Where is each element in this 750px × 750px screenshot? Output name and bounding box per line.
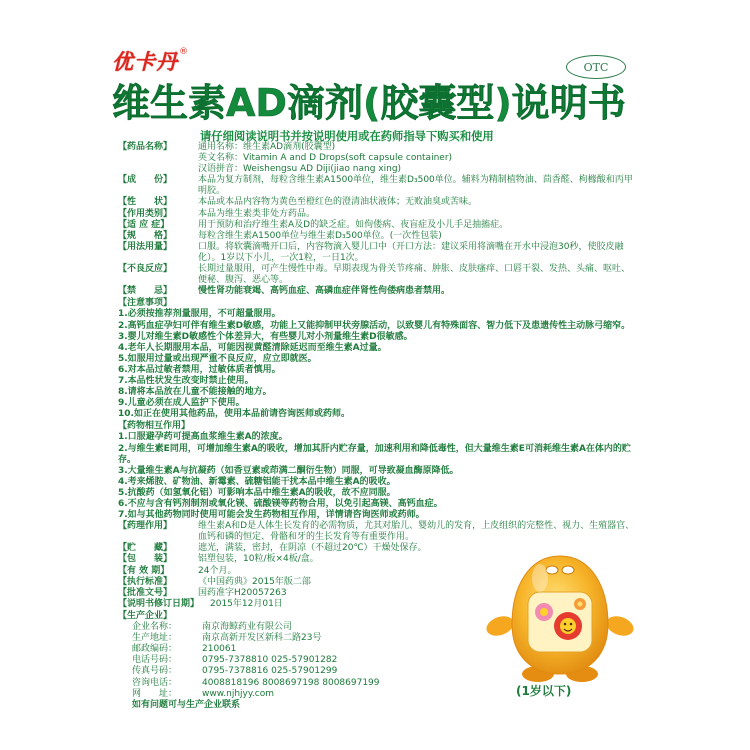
section-label: 【执行标准】	[118, 576, 173, 587]
section-text: 每粒含维生素A1500单位与维生素D₃500单位。(一次性包装)	[198, 230, 442, 241]
section-adverse	[118, 264, 636, 286]
section-text: 遮光，满装，密封，在阴凉（不超过20℃）干燥处保存。	[198, 543, 427, 554]
website: www.njhjyy.com	[202, 688, 274, 699]
section-text: 长期过量服用，可产生慢性中毒。早期表现为骨关节疼痛、肿胀、皮肤瘙痒、口唇干裂、发热、头痛、呕吐、便秘、腹泻、恶心等。	[198, 264, 631, 286]
hotline-number: 4008818196 8008697198 8008697199	[202, 677, 380, 688]
field-key: 传真号码：	[132, 666, 178, 677]
brand-logo-text: 优卡丹	[112, 50, 178, 74]
list-item: 4.考来烯胺、矿物油、新霉素、硫糖铝能干扰本品中维生素A的吸收。	[118, 476, 396, 487]
section-label: 【禁 忌】	[118, 286, 173, 297]
interactions-list	[118, 432, 636, 521]
section-text: 24个月。	[198, 565, 237, 576]
list-item: 7.本品性状发生改变时禁止使用。	[118, 375, 254, 386]
section-content	[198, 142, 636, 175]
registered-mark: ®	[179, 47, 188, 57]
document-title: 维生素AD滴剂(胶囊型)说明书	[112, 81, 626, 125]
list-item: 5.如服用过量或出现严重不良反应，应立即就医。	[118, 353, 317, 364]
section-text: 铝塑包装，10粒/板×4板/盒。	[198, 554, 319, 565]
section-drug-name	[118, 142, 636, 175]
field-key: 电话号码：	[132, 655, 178, 666]
section-label: 【性 状】	[118, 197, 173, 208]
section-label: 【规 格】	[118, 230, 173, 241]
section-text: 《中国药典》2015年版二部	[198, 576, 311, 587]
section-text: 用于预防和治疗维生素A及D的缺乏症。如佝偻病、夜盲症及小儿手足抽搐症。	[198, 219, 509, 230]
list-item: 6.对本品过敏者禁用，过敏体质者慎用。	[118, 364, 281, 375]
list-item: 5.抗酸药（如氢氧化铝）可影响本品中维生素A的吸收，故不应同服。	[118, 487, 396, 498]
precautions-list	[118, 309, 636, 420]
section-label: 【注意事项】	[118, 298, 173, 309]
section-label: 【批准文号】	[118, 587, 173, 598]
usage-notice: 请仔细阅读说明书并按说明使用或在药师指导下购买和使用	[200, 130, 494, 143]
section-label: 【成 份】	[118, 175, 173, 186]
section-label: 【药品名称】	[118, 142, 173, 152]
section-label: 【作用类别】	[118, 208, 173, 219]
section-character	[118, 197, 636, 208]
list-item: 4.老年人长期服用本品，可能因视黄醛清除延迟而至维生素A过量。	[118, 342, 387, 353]
section-pharmacology	[118, 521, 636, 543]
section-composition	[118, 175, 636, 197]
list-item: 1.必须按推荐剂量服用，不可超量服用。	[118, 309, 281, 320]
section-indication	[118, 220, 636, 231]
contact-footer: 如有问题可与生产企业联系	[132, 699, 241, 710]
field-key: 生产地址：	[132, 633, 178, 644]
field-key: 汉语拼音：	[198, 164, 244, 175]
section-text: 2015年12月01日	[210, 598, 283, 609]
section-contraindication	[118, 286, 636, 297]
company-name: 南京海鲸药业有限公司	[202, 622, 293, 633]
list-item: 3.婴儿对维生素D敏感性个体差异大，有些婴儿对小剂量维生素D很敏感。	[118, 331, 413, 342]
list-item: 2.与维生素E同用，可增加维生素A的吸收，增加其肝内贮存量，加速利用和降低毒性，但大量维生素E可消耗维生素A在体内的贮存。	[118, 443, 631, 465]
section-text: 维生素A和D是人体生长发育的必需物质，尤其对胎儿、婴幼儿的发育，上皮组织的完整性、视力、生殖器官、血钙和磷的恒定、骨骼和牙的生长发育等有重要作用。	[198, 521, 635, 543]
section-label: 【不良反应】	[118, 264, 173, 275]
section-label: 【贮 藏】	[118, 543, 173, 554]
section-spec	[118, 231, 636, 242]
list-item: 10.如正在使用其他药品，使用本品前请咨询医师或药师。	[118, 409, 350, 420]
section-label: 【药理作用】	[118, 521, 173, 532]
field-value: Vitamin A and D Drops(soft capsule container)	[243, 153, 453, 164]
field-key: 企业名称：	[132, 622, 178, 633]
phone-number: 0795-7378810 025-57901282	[202, 655, 338, 666]
field-key: 通用名称：	[198, 142, 244, 152]
field-key: 网 址：	[132, 688, 178, 699]
age-label: (1岁以下)	[516, 684, 572, 698]
list-item: 9.儿童必须在成人监护下使用。	[118, 398, 245, 409]
field-key: 邮政编码：	[132, 644, 178, 655]
list-item: 8.请将本品放在儿童不能接触的地方。	[118, 387, 272, 398]
company-address: 南京高新开发区新科二路23号	[202, 633, 322, 644]
section-label: 【说明书修订日期】	[118, 598, 200, 609]
section-text: 国药准字H20057263	[198, 587, 287, 598]
list-item: 3.大量维生素A与抗凝药（如香豆素或茚满二酮衍生物）同服，可导致凝血酶原降低。	[118, 465, 459, 476]
section-category	[118, 209, 636, 220]
otc-badge: OTC	[566, 55, 626, 79]
field-key: 英文名称：	[198, 153, 244, 164]
section-label: 【药物相互作用】	[118, 421, 191, 432]
field-value: 维生素AD滴剂(胶囊型)	[243, 142, 336, 152]
section-text: 口服。将软囊滴嘴开口后，内容物滴入婴儿口中（开口方法：建议采用将滴嘴在开水中浸泡30秒，使胶皮融化）。1岁以下小儿，一次1粒，一日1次。	[198, 241, 624, 263]
section-label: 【用法用量】	[118, 241, 173, 252]
section-label: 【有 效 期】	[118, 565, 170, 576]
list-item: 2.高钙血症孕妇可伴有维生素D敏感，功能上又能抑制甲状旁腺活动，以致婴儿有特殊面容、智力低下及患遗传性主动脉弓缩窄。	[118, 320, 631, 331]
section-text: 本品或本品内容物为黄色至橙红色的澄清油状液体；无败油臭或苦味。	[198, 197, 478, 208]
field-value: Weishengsu AD Diji(jiao nang xing)	[243, 164, 402, 175]
list-item: 1.口服避孕药可提高血浆维生素A的浓度。	[118, 432, 288, 443]
list-item: 6.不应与含有钙剂制剂或氧化镁、硫酸镁等药物合用，以免引起高镁、高钙血症。	[118, 499, 443, 509]
field-key: 咨询电话：	[132, 677, 178, 688]
section-label: 【包 装】	[118, 554, 173, 565]
section-usage	[118, 242, 636, 264]
fax-number: 0795-7378816 025-57901299	[202, 666, 338, 677]
postal-code: 210061	[202, 644, 237, 655]
section-label: 【生产企业】	[118, 610, 173, 621]
section-label: 【适 应 症】	[118, 219, 170, 230]
section-text: 慢性肾功能衰竭、高钙血症、高磷血症伴肾性佝偻病患者禁用。	[198, 286, 451, 297]
section-text: 本品为维生素类非处方药品。	[198, 208, 316, 219]
section-text: 本品为复方制剂，每粒含维生素A1500单位，维生素D₃500单位。辅料为精制植物油、茴香醛、枸橼酸和丙甲明胶。	[198, 175, 633, 197]
list-item: 7.如与其他药物同时使用可能会发生药物相互作用，详情请咨询医师或药师。	[118, 510, 425, 521]
